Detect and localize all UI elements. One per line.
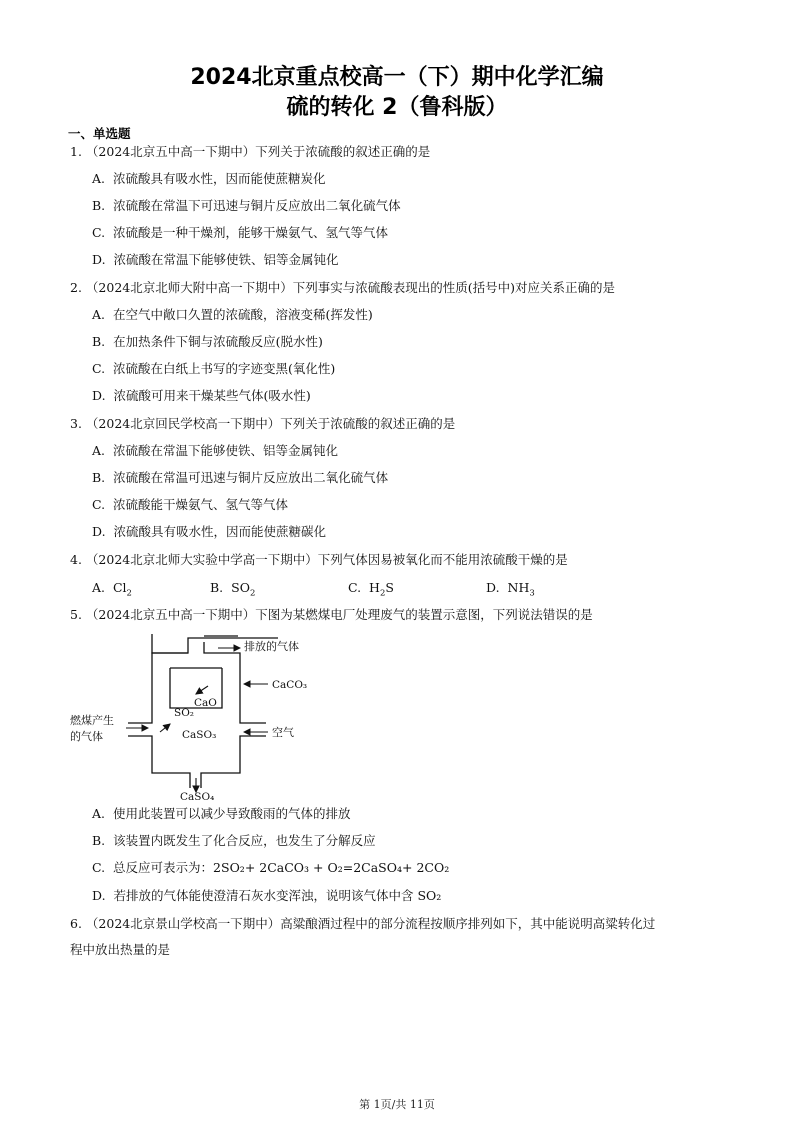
apparatus-outline xyxy=(128,634,278,788)
question-3-option-d: D. 浓硫酸具有吸水性，因而能使蔗糖碳化 xyxy=(92,524,327,539)
question-6-continued: 程中放出热量的是 xyxy=(70,942,171,957)
question-2-option-b: B. 在加热条件下铜与浓硫酸反应(脱水性) xyxy=(92,334,323,349)
caco3-label: CaCO₃ xyxy=(272,679,308,691)
caso3-label: CaSO₃ xyxy=(182,729,217,741)
so2-label: SO₂ xyxy=(174,707,195,719)
air-label: 空气 xyxy=(272,726,294,739)
question-2-option-c: C. 浓硫酸在白纸上书写的字迹变黑(氧化性) xyxy=(92,361,336,376)
flue-gas-label-line1: 燃煤产生 xyxy=(70,714,114,727)
section-heading: 一、单选题 xyxy=(68,126,131,141)
flow-arrows xyxy=(126,648,268,792)
question-2-option-d: D. 浓硫酸可用来干燥某些气体(吸水性) xyxy=(92,388,311,403)
question-3-option-c: C. 浓硫酸能干燥氨气、氢气等气体 xyxy=(92,497,289,512)
question-4-option-a: A. $Cl_2$ xyxy=(92,580,132,599)
question-5-option-c: C. 总反应可表示为：2SO₂+ 2CaCO₃ + O₂=2CaSO₄+ 2CO₂ xyxy=(92,860,450,875)
question-5: 5. （2024北京五中高一下期中）下图为某燃煤电厂处理废气的装置示意图，下列说法错误的是 xyxy=(70,607,593,622)
question-1-option-b: B. 浓硫酸在常温下可迅速与铜片反应放出二氧化硫气体 xyxy=(92,198,401,213)
question-2: 2. （2024北京北师大附中高一下期中）下列事实与浓硫酸表现出的性质(括号中)对应关系正确的是 xyxy=(70,280,615,295)
question-3: 3. （2024北京回民学校高一下期中）下列关于浓硫酸的叙述正确的是 xyxy=(70,416,456,431)
question-4-option-d: D. $NH_3$ xyxy=(486,580,535,599)
cao-label: CaO xyxy=(194,697,217,709)
question-2-option-a: A. 在空气中敞口久置的浓硫酸，溶液变稀(挥发性) xyxy=(92,307,373,322)
question-4-option-c: C. $H_2S$ xyxy=(348,580,394,599)
question-6: 6. （2024北京景山学校高一下期中）高粱酿酒过程中的部分流程按顺序排列如下，其中能说明高粱转化过 xyxy=(70,916,656,931)
question-4-options xyxy=(0,580,794,599)
exhaust-gas-label: 排放的气体 xyxy=(244,640,299,653)
question-1: 1. （2024北京五中高一下期中）下列关于浓硫酸的叙述正确的是 xyxy=(70,144,431,159)
question-5-option-b: B. 该装置内既发生了化合反应，也发生了分解反应 xyxy=(92,833,376,848)
page-title: 2024北京重点校高一（下）期中化学汇编 xyxy=(190,65,604,90)
question-4-option-b: B. $SO_2$ xyxy=(210,580,256,599)
flue-gas-label-line2: 的气体 xyxy=(70,730,103,743)
page-footer: 第 1页/共 11页 xyxy=(359,1098,435,1111)
question-3-option-b: B. 浓硫酸在常温可迅速与铜片反应放出二氧化硫气体 xyxy=(92,470,389,485)
question-5-option-d: D. 若排放的气体能使澄清石灰水变浑浊，说明该气体中含 SO₂ xyxy=(92,888,442,903)
page-subtitle: 硫的转化 2（鲁科版） xyxy=(286,95,508,120)
question-4: 4. （2024北京北师大实验中学高一下期中）下列气体因易被氧化而不能用浓硫酸干燥的是 xyxy=(70,552,568,567)
question-1-option-d: D. 浓硫酸在常温下能够使铁、铝等金属钝化 xyxy=(92,252,339,267)
caso4-label: CaSO₄ xyxy=(180,791,215,800)
question-5-option-a: A. 使用此装置可以减少导致酸雨的气体的排放 xyxy=(92,806,351,821)
question-1-option-a: A. 浓硫酸具有吸水性，因而能使蔗糖炭化 xyxy=(92,171,326,186)
flue-gas-treatment-diagram xyxy=(68,628,328,800)
question-3-option-a: A. 浓硫酸在常温下能够使铁、铝等金属钝化 xyxy=(92,443,338,458)
question-1-option-c: C. 浓硫酸是一种干燥剂，能够干燥氨气、氢气等气体 xyxy=(92,225,389,240)
